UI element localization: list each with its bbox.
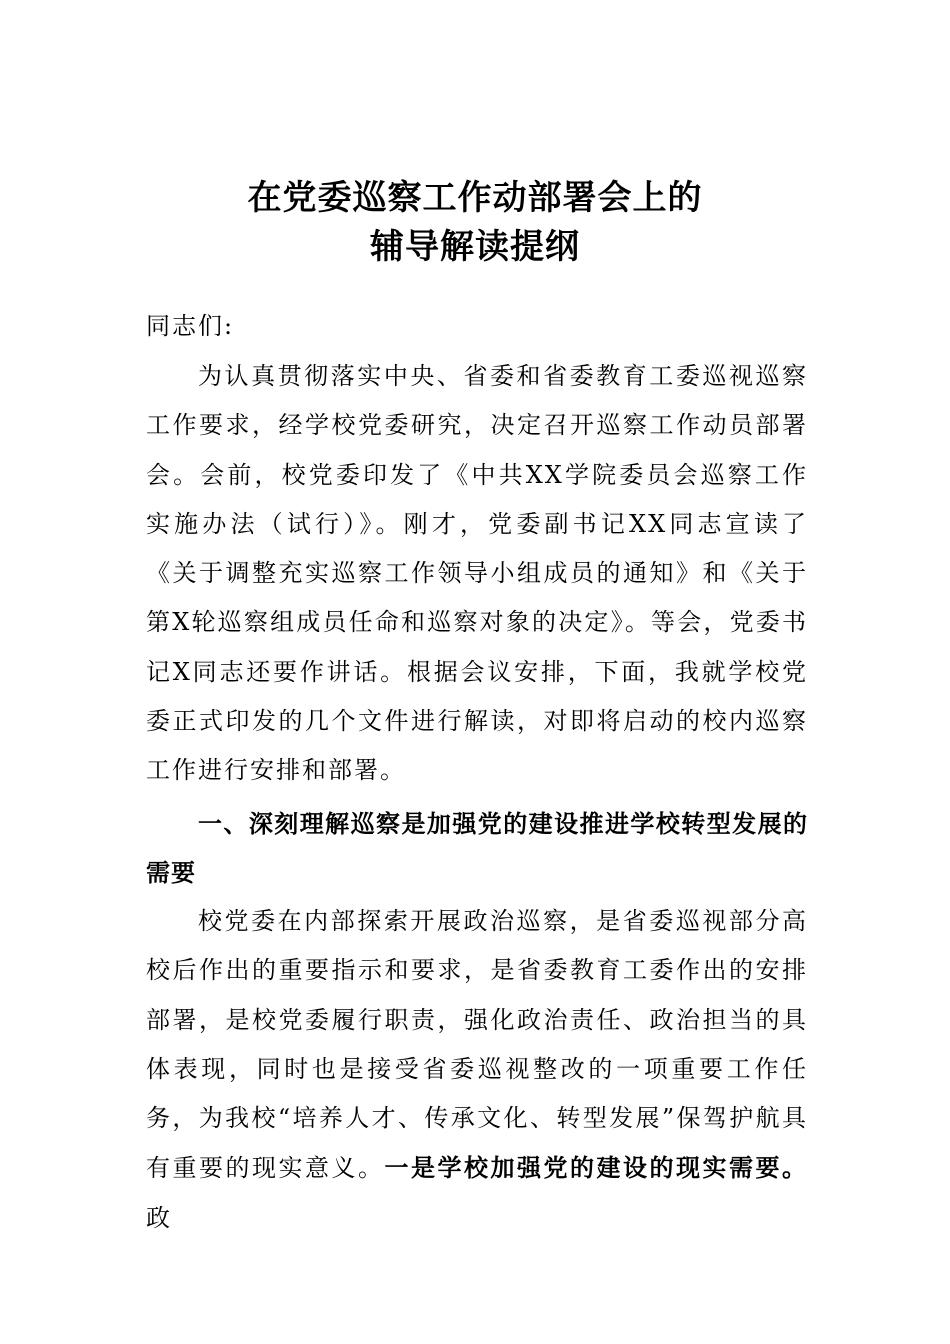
paragraph-intro: 为认真贯彻落实中央、省委和省委教育工委巡视巡察工作要求，经学校党委研究，决定召开巡察工作动员部署会。会前，校党委印发了《中共XX学院委员会巡察工作实施办法（试行）》。刚才，党委副书记XX同志宣读了《关于调整充实巡察工作领导小组成员的通知》和《关于第X轮巡察组成员任命和巡察对象的决定》。等会，党委书记X同志还要作讲话。根据会议安排，下面，我就学校党委正式印发的几个文件进行解读，对即将启动的校内巡察工作进行安排和部署。 bbox=[146, 362, 808, 785]
document-title-line2: 辅导解读提纲 bbox=[370, 227, 580, 267]
paragraph-section-1 bbox=[146, 897, 808, 1243]
section-heading-1: 一、深刻理解巡察是加强党的建设推进学校转型发展的需要 bbox=[146, 810, 808, 888]
paragraph-section-1-tail: 政 bbox=[146, 1203, 172, 1232]
paragraph-section-1-text: 校党委在内部探索开展政治巡察，是省委巡视部分高校后作出的重要指示和要求，是省委教育工委作出的安排部署，是校党委履行职责，强化政治责任、政治担当的具体表现，同时也是接受省委巡视整改的一项重要工作任务，为我校“培养人才、传承文化、转型发展”保驾护航具有重要的现实意义。 bbox=[146, 907, 808, 1183]
paragraph-section-1-bold-point: 一是学校加强党的建设的现实需要。 bbox=[384, 1153, 808, 1183]
salutation: 同志们: bbox=[146, 312, 235, 340]
document-title-line1: 在党委巡察工作动部署会上的 bbox=[247, 178, 703, 218]
